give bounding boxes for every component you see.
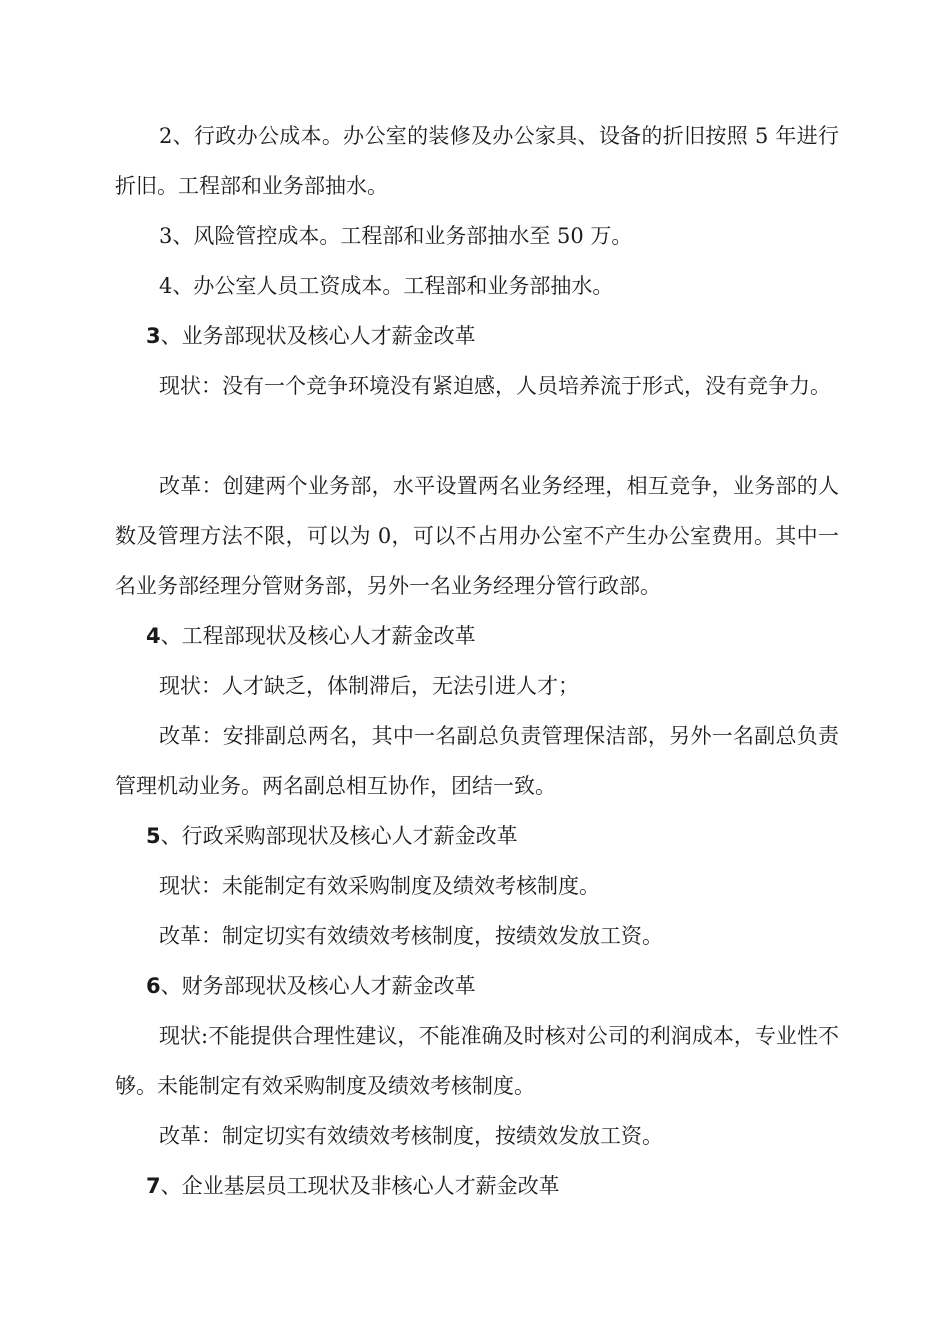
paragraph-finance-status: 现状:不能提供合理性建议，不能准确及时核对公司的利润成本，专业性不够。未能制定有效采购制度及绩效考核制度。 [115, 1024, 839, 1098]
paragraph-office-cost: 2、行政办公成本。办公室的装修及办公家具、设备的折旧按照 5 年进行折旧。工程部和业务部抽水。 [115, 124, 839, 198]
heading-text: 、财务部现状及核心人才薪金改革 [160, 974, 476, 998]
paragraph-sales-reform: 改革：创建两个业务部，水平设置两名业务经理，相互竞争，业务部的人数及管理方法不限，可以为 0，可以不占用办公室不产生办公室费用。其中一名业务部经理分管财务部，另外一名业务经理分管行政部。 [115, 474, 839, 598]
heading-text: 、行政采购部现状及核心人才薪金改革 [160, 824, 518, 848]
paragraph-engineering-status: 现状：人才缺乏，体制滞后，无法引进人才； [159, 674, 579, 698]
paragraph-purchasing-reform: 改革：制定切实有效绩效考核制度，按绩效发放工资。 [159, 924, 663, 948]
heading-number: 3 [146, 324, 161, 348]
heading-number: 6 [146, 974, 161, 998]
paragraph-sales-status: 现状：没有一个竞争环境没有紧迫感，人员培养流于形式，没有竞争力。 [159, 374, 831, 398]
heading-sales-dept [115, 311, 839, 361]
paragraph-risk-cost: 3、风险管控成本。工程部和业务部抽水至 50 万。 [159, 224, 633, 248]
heading-number: 7 [146, 1174, 161, 1198]
paragraph-engineering-reform: 改革：安排副总两名，其中一名副总负责管理保洁部，另外一名副总负责管理机动业务。两名副总相互协作，团结一致。 [115, 724, 839, 798]
paragraph-purchasing-status: 现状：未能制定有效采购制度及绩效考核制度。 [159, 874, 600, 898]
heading-number: 5 [146, 824, 161, 848]
heading-text: 、业务部现状及核心人才薪金改革 [160, 324, 476, 348]
heading-admin-purchasing-dept [115, 811, 839, 861]
paragraph-finance-reform: 改革：制定切实有效绩效考核制度，按绩效发放工资。 [159, 1124, 663, 1148]
paragraph-staff-salary-cost: 4、办公室人员工资成本。工程部和业务部抽水。 [159, 274, 614, 298]
heading-engineering-dept [115, 611, 839, 661]
heading-finance-dept [115, 961, 839, 1011]
heading-number: 4 [146, 624, 161, 648]
heading-text: 、企业基层员工现状及非核心人才薪金改革 [160, 1174, 560, 1198]
heading-text: 、工程部现状及核心人才薪金改革 [160, 624, 476, 648]
heading-frontline-staff [115, 1161, 839, 1211]
